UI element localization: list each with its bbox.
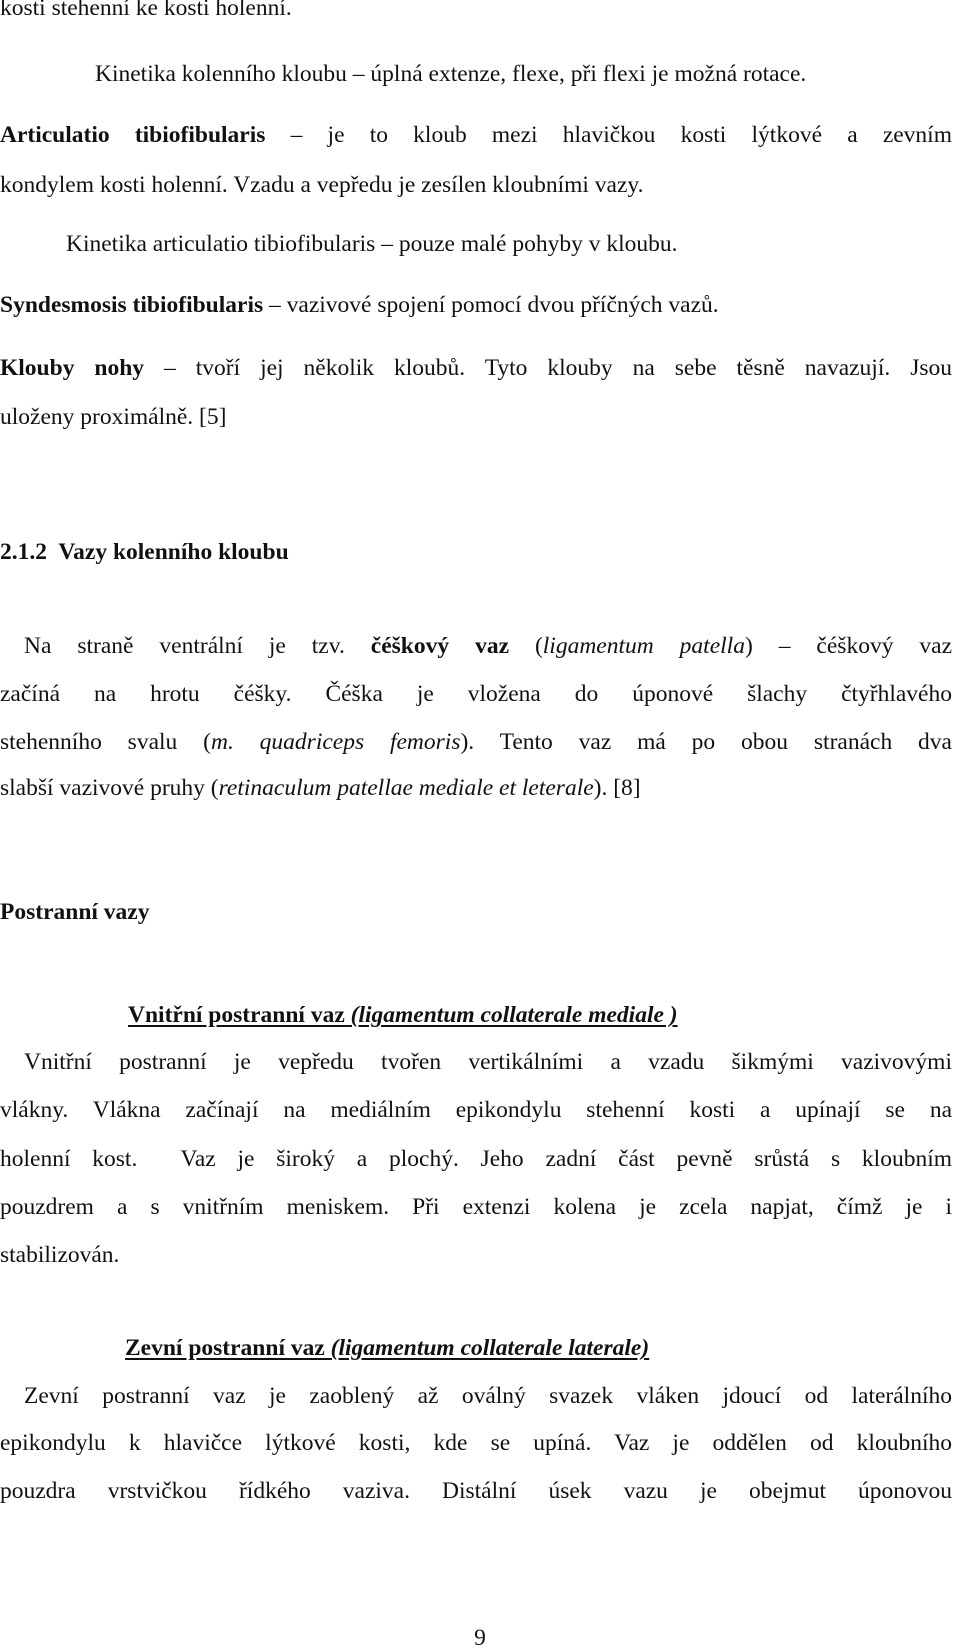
text-span: holenní kost. Vaz je široký a plochý. Jeho zadní část pevně srůstá s kloubním bbox=[0, 1146, 952, 1172]
text-line bbox=[0, 1144, 952, 1174]
text-line bbox=[0, 1192, 952, 1222]
text-span: Kinetika articulatio tibiofibularis – pouze malé pohyby v kloubu. bbox=[66, 231, 678, 257]
term-italic: ligamentum patella bbox=[542, 633, 745, 659]
text-span: Na straně ventrální je tzv. bbox=[24, 633, 371, 659]
text-span: – je to kloub mezi hlavičkou kosti lýtkové a zevním bbox=[265, 122, 952, 148]
text-line bbox=[0, 290, 952, 320]
text-line bbox=[24, 631, 952, 661]
text-span: stabilizován. bbox=[0, 1242, 120, 1268]
text-span: kondylem kosti holenní. Vzadu a vepředu je zesílen kloubními vazy. bbox=[0, 172, 644, 198]
text-span: pouzdra vrstvičkou řídkého vaziva. Distální úsek vazu je obejmut úponovou bbox=[0, 1478, 952, 1504]
heading-latin: (ligamentum collaterale laterale) bbox=[330, 1335, 650, 1361]
heading-text: Postranní vazy bbox=[0, 899, 150, 925]
text-line bbox=[0, 402, 952, 432]
text-line bbox=[24, 1047, 952, 1077]
text-line bbox=[0, 353, 952, 383]
page-number: 9 bbox=[474, 1625, 486, 1651]
text-span: – tvoří jej několik kloubů. Tyto klouby na sebe těsně navazují. Jsou bbox=[144, 355, 952, 381]
heading-text: 2.1.2 Vazy kolenního kloubu bbox=[0, 539, 289, 565]
text-line bbox=[0, 1476, 952, 1506]
text-line bbox=[0, 1095, 952, 1125]
text-span: začíná na hrotu čéšky. Čéška je vložena do úponové šlachy čtyřhlavého bbox=[0, 681, 952, 707]
section-heading bbox=[0, 537, 952, 567]
text-span: uloženy proximálně. [5] bbox=[0, 404, 227, 430]
text-span: kosti stehenní ke kosti holenní. bbox=[0, 0, 292, 21]
term-italic: retinaculum patellae mediale et leterale bbox=[218, 775, 594, 801]
text-line bbox=[0, 679, 952, 709]
text-span: stehenního svalu ( bbox=[0, 729, 211, 755]
text-span: slabší vazivové pruhy ( bbox=[0, 775, 219, 801]
heading-text: Vnitřní postranní vaz bbox=[128, 1002, 351, 1028]
subsection-heading bbox=[0, 897, 952, 927]
text-line bbox=[24, 1381, 952, 1411]
text-span: Kinetika kolenního kloubu – úplná extenze, flexe, při flexi je možná rotace. bbox=[95, 61, 807, 87]
text-span: epikondylu k hlavičce lýtkové kosti, kde se upíná. Vaz je oddělen od kloubního bbox=[0, 1430, 952, 1456]
text-line bbox=[95, 59, 952, 89]
text-span: pouzdrem a s vnitřním meniskem. Při extenzi kolena je zcela napjat, čímž je i bbox=[0, 1194, 952, 1220]
text-line bbox=[0, 170, 952, 200]
text-span: – vazivové spojení pomocí dvou příčných vazů. bbox=[263, 292, 719, 318]
term-italic: m. quadriceps femoris bbox=[210, 729, 461, 755]
term-bold: Articulatio tibiofibularis bbox=[0, 122, 266, 148]
term-bold: čéškový vaz bbox=[370, 633, 509, 659]
heading-latin: (ligamentum collaterale mediale ) bbox=[350, 1002, 678, 1028]
heading-text: Zevní postranní vaz bbox=[125, 1335, 331, 1361]
text-span: ) – čéškový vaz bbox=[744, 633, 952, 659]
ligament-heading-lateral bbox=[125, 1333, 952, 1363]
text-line bbox=[0, 0, 952, 23]
text-span: ( bbox=[509, 633, 543, 659]
text-line bbox=[0, 773, 952, 803]
text-span: vlákny. Vlákna začínají na mediálním epikondylu stehenní kosti a upínají se na bbox=[0, 1097, 952, 1123]
term-bold: Klouby nohy bbox=[0, 355, 145, 381]
text-span: ). [8] bbox=[593, 775, 641, 801]
term-bold: Syndesmosis tibiofibularis bbox=[0, 292, 264, 318]
text-span: Zevní postranní vaz je zaoblený až oválný svazek vláken jdoucí od laterálního bbox=[24, 1383, 952, 1409]
text-line bbox=[0, 1240, 952, 1270]
text-span: Vnitřní postranní je vepředu tvořen vertikálními a vzadu šikmými vazivovými bbox=[24, 1049, 952, 1075]
text-line bbox=[0, 727, 952, 757]
ligament-heading-medial bbox=[128, 1000, 952, 1030]
text-line bbox=[0, 1428, 952, 1458]
text-span: ). Tento vaz má po obou stranách dva bbox=[460, 729, 952, 755]
text-line bbox=[66, 229, 952, 259]
text-line bbox=[0, 120, 952, 150]
